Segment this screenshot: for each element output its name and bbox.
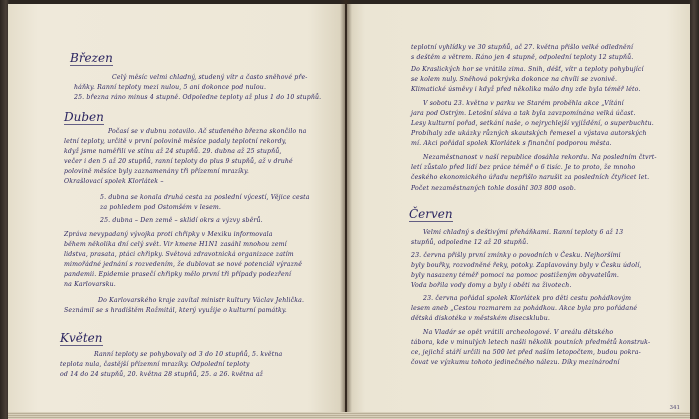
right-line: 23. června přišly první zmínky o povodních v Česku. Nejhoršími — [411, 252, 621, 259]
right-line: teplotní vyhlídky ve 30 stupňů, ač 27. května přišlo velké odlednění — [411, 44, 634, 51]
right-line: ce, jejichž stáří určili na 500 let před naším letopočtem, budou pokra- — [411, 349, 641, 356]
left-line: na Karlovarsku. — [64, 281, 116, 288]
right-line: byly bouřky, rozvodněné řeky, potoky. Zaplavovány byly v Česku údolí, — [411, 262, 642, 269]
left-line: Počasí se v dubnu zotavilo. Ač studeného března skončilo na — [108, 128, 307, 135]
left-line: lidstva, prasata, ptáci chřipky. Světová zdravotnická organizace zatím — [64, 251, 294, 258]
right-line: Probíhaly zde ukázky různých skautských řemesel a výstava autorských — [411, 130, 647, 137]
right-line: jara pod Ostrým. Letošní sláva a tak byla zavzpomínána velká účast. — [411, 110, 636, 117]
left-line: 25. března ráno minus 4 stupně. Odpoledne teploty až plus 1 do 10 stupňů. — [74, 94, 322, 101]
left-line: Celý měsíc velmi chladný, studený vítr a často sněhové pře- — [112, 74, 308, 81]
right-line: dětská diskotéka v městském disecsklubu. — [411, 315, 550, 322]
right-line: tábora, kde v minulých letech našli několik poutních předmětů konstruk- — [411, 339, 651, 346]
left-line: Do Karlovarského kraje zavítal ministr kultury Václav Jehlička. — [98, 297, 305, 304]
heading-kveten: Květen — [60, 331, 103, 345]
left-line: když jsme naměřili ve stínu až 24 stupňů. 29. dubna až 25 stupňů, — [64, 148, 282, 155]
right-line: 23. června pořádal spolek Klorlátek pro děti cestu pohádkovým — [423, 295, 632, 302]
right-line: Na Vladár se opět vrátili archeologové. V areálu dětského — [423, 329, 614, 336]
left-line: háňky. Ranní teploty mezi nulou, 5 ani dokonce pod nulou. — [74, 84, 267, 91]
right-line: českého ekonomického úřadu nepřišlo narušit za posledních čtyřicet let. — [411, 174, 650, 181]
right-line: Voda bořila vody domy a byly i oběti na životech. — [411, 282, 572, 289]
left-line: letní teploty, určitě v první polovině měsíce padaly teplotní rekordy, — [64, 138, 287, 145]
left-line: během několika dní celý svět. Vir kmene H1N1 zasáhl mnohou zemí — [64, 241, 287, 248]
right-line: stupňů, odpoledne 12 až 20 stupňů. — [411, 239, 529, 246]
right-line: se kolem nuly. Sněhová pokrývka dokonce na chvíli se zvonivě. — [411, 76, 618, 83]
left-line: polovině měsíce byly zaznamenány tři přízemní mrazíky. — [64, 168, 249, 175]
left-line: 5. dubna se konala druhá cesta za poslední výcestí, Vějice cesta — [100, 194, 310, 201]
right-line: Lesy kulturní pořad, setkání naše, o nejrychlejší vyjíždění, o superbuchtu. — [411, 120, 654, 127]
left-line: Zpráva nevypadaný vývojka proti chřipky v Mexiku informovala — [64, 231, 273, 238]
left-line: večer i den 5 až 20 stupňů, ranní teploty do plus 9 stupňů, až v druhé — [64, 158, 293, 165]
left-line: od 14 do 24 stupňů, 20. května 28 stupňů, 25. a 26. května až — [60, 371, 264, 378]
heading-brezen: Březen — [70, 51, 113, 65]
book-gutter — [340, 0, 352, 419]
right-line: lesem aneb „Cestou rozmarem za pohádkou. Akce byla pro pořádané — [411, 305, 638, 312]
heading-duben: Duben — [64, 110, 104, 124]
right-line: Klimatické úsměvy i když před několika málo dny zde byla téměř léto. — [411, 86, 641, 93]
right-line: V sobotu 23. května v parku ve Starém proběhla akce „Vítání — [423, 100, 624, 107]
left-line: teplota nula, častější přízemní mrazíky. Odpolední teploty — [60, 361, 250, 368]
right-page — [347, 4, 690, 415]
right-line: Do Kraslických hor se vrátila zima. Snih, déšť, vítr a teploty pohybující — [411, 66, 644, 73]
left-line: mimořádné jednání s rozvedením, že dublovat se nové potenciál výrazně — [64, 261, 303, 268]
right-line: mí. Akci pořádal spolek Klorlátek s finanční podporou města. — [411, 140, 612, 147]
right-line: letí zůstalo před lidí bez práce téměř o 6 tisíc. Je to proto, že mnoho — [411, 164, 636, 171]
left-line: Seznámil se s hradištěm Rožmitál, který využije o kulturní památky. — [64, 307, 287, 314]
page-number: 341 — [669, 405, 680, 411]
right-line: s deštěm a větrem. Ráno jen 4 stupně, odpolední teploty 12 stupňů. — [411, 54, 634, 61]
right-line: byly nasazeny téměř pomoci na pomoc postiženým obyvatelům. — [411, 272, 620, 279]
heading-cerven: Červen — [409, 207, 453, 221]
right-line: Velmi chladný s deštivými přeháňkami. Ranní teploty 6 až 13 — [423, 229, 624, 236]
left-page — [8, 4, 345, 415]
page-stack-edge — [8, 412, 690, 419]
right-line: čovat ve výzkumu tohoto jedinečného nálezu. Díky mezinárodní — [411, 359, 620, 366]
left-line: pandemii. Epidemie prasečí chřipky mělo první tři případy podezření — [64, 271, 292, 278]
left-line: za pohledem pod Ostomšém v lesem. — [100, 204, 222, 211]
right-line: Počet nezaměstnaných tohle dosáhl 303 800 osob. — [411, 185, 577, 192]
left-line: Ranní teploty se pohybovaly od 3 do 10 stupňů, 5. května — [94, 351, 283, 358]
left-line: 25. dubna – Den země – sklidí okrs a výzvy sběrů. — [100, 217, 263, 224]
left-line: Okrašlovací spolek Klorlátek – — [64, 178, 164, 185]
right-line: Nezaměstnanost v naší republice dosáhla rekordu. Na posledním čtvrt- — [423, 154, 657, 161]
